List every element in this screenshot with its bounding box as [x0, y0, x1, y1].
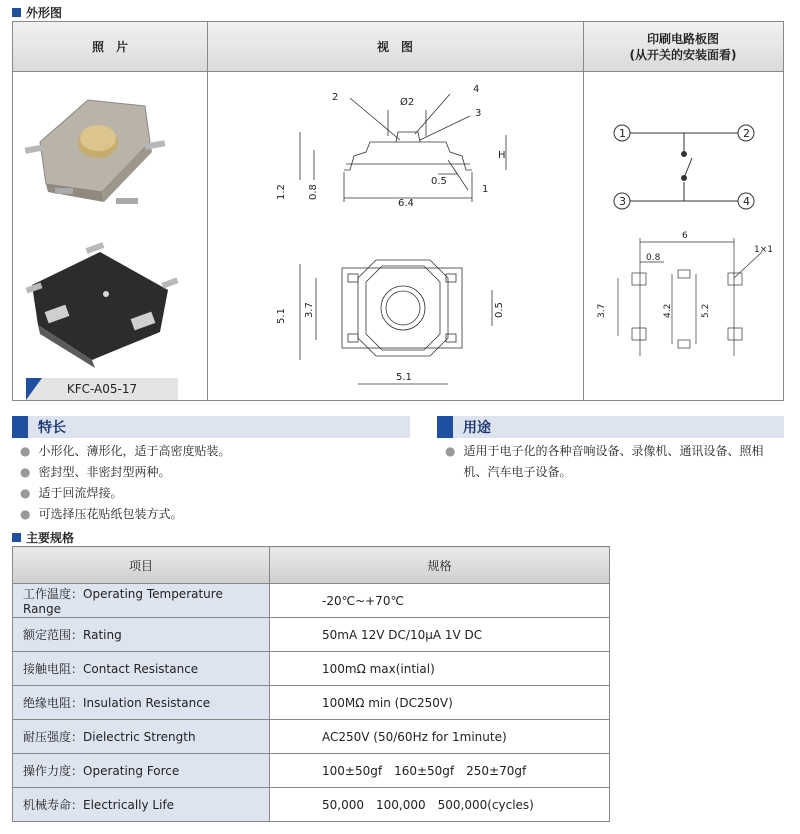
bar-marker-icon — [12, 416, 28, 438]
table-row: 机械寿命：Electrically Life 50,000 100,000 500,000(cycles) — [13, 788, 610, 822]
callout-4: 4 — [473, 84, 480, 95]
col-pcb-header: 印刷电路板图 (从开关的安装面看) — [583, 22, 783, 72]
list-item: ● 小形化、薄形化，适于高密度贴装。 — [20, 441, 400, 462]
pcb-dim-37: 3.7 — [597, 303, 607, 318]
dim-05-top: 0.5 — [494, 302, 505, 318]
callout-3: 3 — [475, 108, 482, 119]
section-marker-icon — [12, 8, 21, 17]
outline-section-title: 外形图 — [12, 4, 62, 21]
features-bar: 特长 — [12, 416, 410, 438]
callout-2: 2 — [332, 92, 339, 103]
features-list — [20, 441, 400, 525]
photo-unsealed-switch — [25, 242, 178, 368]
bar-marker-icon — [437, 416, 453, 438]
table-row: 耐压强度：Dielectric Strength AC250V (50/60Hz for 1minute) — [13, 720, 610, 754]
list-item: ● 适于回流焊接。 — [20, 483, 400, 504]
pcb-layout-drawing — [584, 226, 779, 361]
table-row: 工作温度：Operating Temperature Range -20℃~+70℃ — [13, 584, 610, 618]
pin-1: 1 — [619, 127, 626, 140]
list-item: ● 密封型、非密封型两种。 — [20, 462, 400, 483]
table-row: 操作力度：Operating Force 100±50gf 160±50gf 250±70gf — [13, 754, 610, 788]
dim-h: H — [498, 150, 506, 161]
specs-section-title: 主要规格 — [12, 529, 74, 546]
dim-51-v: 5.1 — [276, 308, 287, 324]
dim-05: 0.5 — [431, 176, 447, 187]
dim-64: 6.4 — [398, 198, 414, 209]
pin-2: 2 — [743, 127, 750, 140]
top-view-drawing — [270, 238, 510, 398]
section-marker-icon — [12, 533, 21, 542]
dim-12: 1.2 — [276, 184, 287, 200]
dim-dia: Ø2 — [400, 97, 415, 108]
callout-1: 1 — [482, 184, 489, 195]
pin-3: 3 — [619, 195, 626, 208]
bullet-icon: ● — [445, 444, 456, 458]
circuit-diagram — [604, 114, 764, 214]
pcb-dim-1x1: 1×1 — [754, 245, 773, 255]
spec-header-item: 项目 — [13, 547, 270, 584]
list-item: ● 可选择压花贴纸包装方式。 — [20, 504, 400, 525]
dim-51-h: 5.1 — [396, 372, 412, 383]
usage-list — [445, 441, 785, 483]
list-item: ● 适用于电子化的各种音响设备、录像机、通讯设备、照相机、汽车电子设备。 — [445, 441, 785, 483]
pcb-dim-08: 0.8 — [646, 253, 661, 263]
pcb-dim-42: 4.2 — [663, 303, 673, 318]
dim-37: 3.7 — [304, 302, 315, 318]
usage-bar: 用途 — [437, 416, 784, 438]
pcb-dim-52: 5.2 — [701, 303, 711, 318]
spec-table — [12, 546, 610, 822]
spec-header-spec: 规格 — [270, 547, 610, 584]
bullet-icon: ● — [20, 507, 31, 521]
dim-08: 0.8 — [308, 184, 319, 200]
photo-sealed-switch — [25, 100, 166, 204]
side-view-drawing — [270, 80, 510, 215]
pcb-dim-6: 6 — [682, 231, 688, 241]
table-row: 接触电阻：Contact Resistance 100mΩ max(intial) — [13, 652, 610, 686]
product-photos — [20, 80, 200, 380]
bullet-icon: ● — [20, 486, 31, 500]
model-label: KFC-A05-17 — [26, 378, 178, 400]
bullet-icon: ● — [20, 444, 31, 458]
bullet-icon: ● — [20, 465, 31, 479]
label-triangle-icon — [26, 378, 42, 400]
pin-4: 4 — [743, 195, 750, 208]
table-row: 额定范围：Rating 50mA 12V DC/10μA 1V DC — [13, 618, 610, 652]
col-view-header: 视 图 — [207, 22, 583, 72]
col-photo-header: 照 片 — [13, 22, 207, 72]
table-row: 绝缘电阻：Insulation Resistance 100MΩ min (DC250V) — [13, 686, 610, 720]
